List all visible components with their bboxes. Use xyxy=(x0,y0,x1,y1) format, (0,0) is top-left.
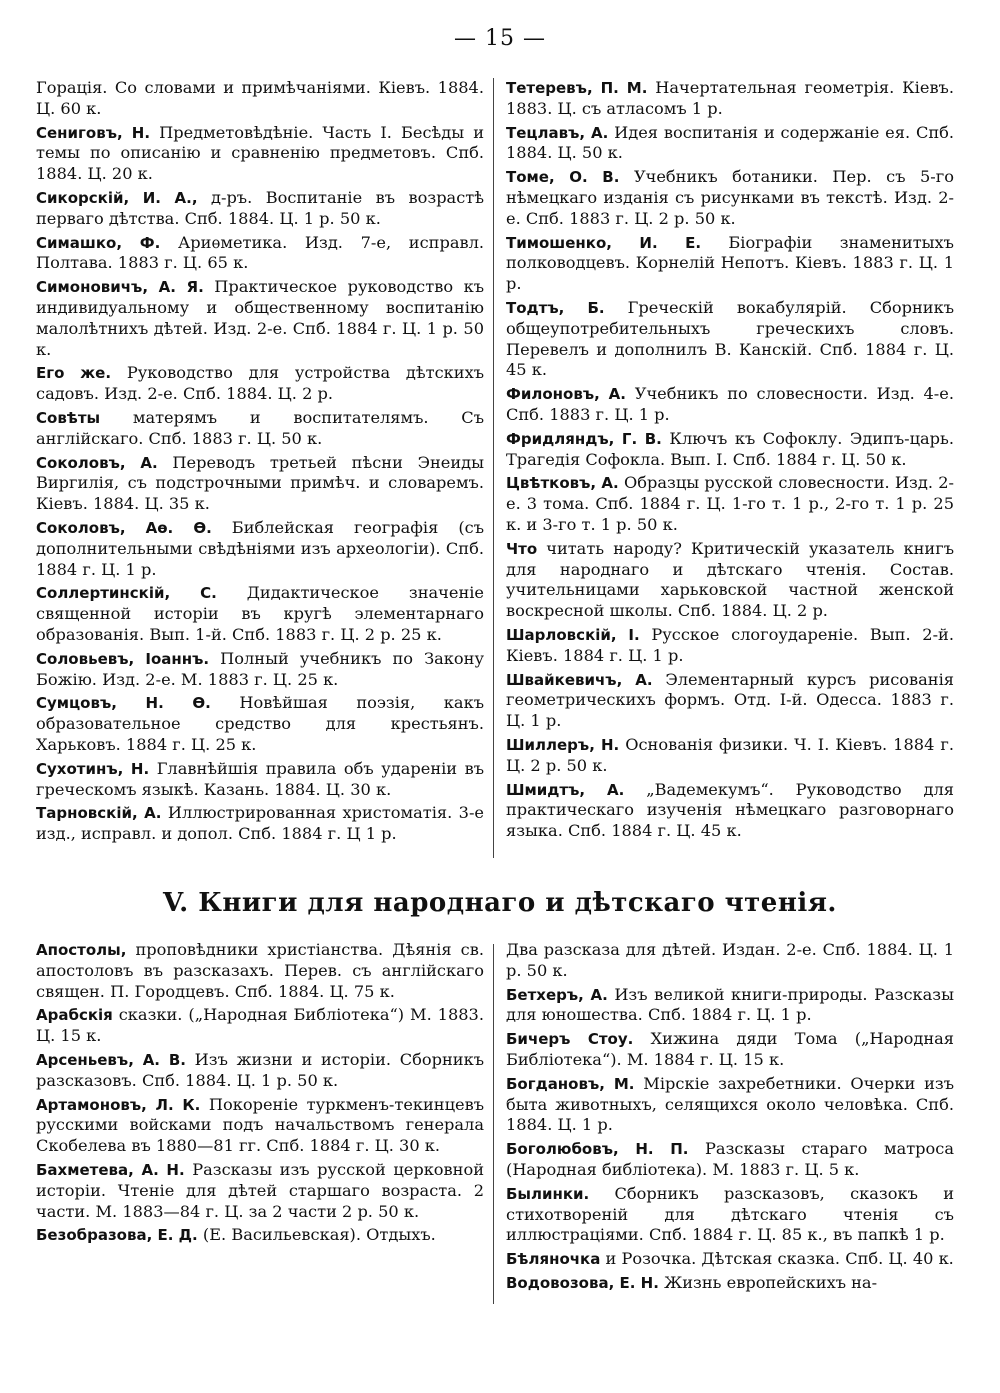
column-divider-top xyxy=(493,78,494,858)
section-title: V. Книги для народнаго и дѣтскаго чтенія. xyxy=(162,888,837,918)
bibliography-entry xyxy=(506,429,954,471)
entry-text: Ключъ къ Софоклу. Эдипъ-царь. Трагедія Софокла. Вып. I. Спб. 1884 г. Ц. 50 к. xyxy=(506,428,954,469)
entry-author: Соллертинскій, С. xyxy=(36,584,217,603)
bibliography-entry xyxy=(36,78,484,120)
entry-author: Бетхеръ, А. xyxy=(506,985,608,1004)
entry-author: Арсеньевъ, А. В. xyxy=(36,1050,186,1069)
entry-author: Филоновъ, А. xyxy=(506,385,626,404)
bibliography-entry xyxy=(36,1160,484,1222)
entry-author: Водовозова, Е. Н. xyxy=(506,1273,659,1292)
bibliography-entry xyxy=(506,780,954,842)
bibliography-entry xyxy=(36,1095,484,1157)
entry-author: Сумцовъ, Н. Ѳ. xyxy=(36,694,211,713)
entry-text: Учебникъ по словесности. Изд. 4-е. Спб. 1883 г. Ц. 1 р. xyxy=(506,384,954,424)
bibliography-entry xyxy=(506,1074,954,1136)
entry-author: Томе, О. В. xyxy=(506,168,620,187)
bibliography-entry xyxy=(506,1029,954,1071)
entry-text: Ариѳметика. Изд. 7-е, исправл. Полтава. 1883 г. Ц. 65 к. xyxy=(36,232,485,273)
entry-author: Тетеревъ, П. М. xyxy=(506,79,648,97)
entry-author: Артамоновъ, Л. К. xyxy=(36,1095,201,1114)
entry-text: Полный учебникъ по Закону Божію. Изд. 2-е. М. 1883 г. Ц. 25 к. xyxy=(36,648,484,689)
entry-text: матерямъ и воспитателямъ. Съ англійскаго. Спб. 1883 г. Ц. 50 к. xyxy=(36,407,484,448)
entry-author: Шмидтъ, А. xyxy=(506,780,625,799)
entry-text: Основанія физики. Ч. I. Кіевъ. 1884 г. Ц. 2 р. 50 к. xyxy=(506,734,954,775)
bibliography-entry xyxy=(506,735,954,777)
entry-author: Сикорскій, И. А., xyxy=(36,188,198,207)
bibliography-entry xyxy=(36,803,484,845)
bibliography-entry xyxy=(506,1273,954,1294)
entry-text: Элементарный курсъ рисованія геометрическихъ формъ. Отд. I-й. Одесса. 1883 г. Ц. 1 р. xyxy=(506,669,954,731)
entry-text: Библейская географія (съ дополнительными свѣдѣніями изъ археологіи). Спб. 1884 г. Ц. 1 р. xyxy=(36,517,484,579)
entry-text: Начертательная геометрія. Кіевъ. 1883. Ц. съ атласомъ 1 р. xyxy=(506,78,954,118)
bibliography-entry xyxy=(506,233,954,295)
entry-text: Хижина дяди Тома („Народная Библіотека“). М. 1884 г. Ц. 15 к. xyxy=(506,1029,954,1069)
entry-text: (Е. Васильевская). Отдыхъ. xyxy=(197,1225,436,1245)
entry-text: Главнѣйшія правила объ удареніи въ греческомъ языкѣ. Казань. 1884. Ц. 30 к. xyxy=(36,758,485,799)
entry-author: Безобразова, Е. Д. xyxy=(36,1226,198,1245)
entry-author: Шиллеръ, Н. xyxy=(506,735,620,754)
entry-text: и Розочка. Дѣтская сказка. Спб. Ц. 40 к. xyxy=(600,1249,954,1269)
bibliography-entry xyxy=(36,1225,484,1246)
entry-text: Переводъ третьей пѣсни Энеиды Виргилія, съ подстрочными примѣч. и словаремъ. Кіевъ. 1884. Ц. 35 к. xyxy=(36,452,484,514)
entry-author: Цвѣтковъ, А. xyxy=(506,474,619,493)
bibliography-entry xyxy=(506,123,954,165)
entry-text: Изъ жизни и исторіи. Сборникъ разсказовъ. Спб. 1884. Ц. 1 р. 50 к. xyxy=(36,1049,484,1090)
bibliography-entry xyxy=(36,453,484,515)
bibliography-entry xyxy=(36,1005,484,1047)
entry-text: Горація. Со словами и примѣчаніями. Кіевъ. 1884. Ц. 60 к. xyxy=(36,78,484,118)
entry-author: Бѣляночка xyxy=(506,1250,601,1269)
bibliography-entry xyxy=(506,1184,954,1246)
entry-author: Шарловскій, І. xyxy=(506,625,640,644)
entry-author: Арабскія xyxy=(36,1006,113,1025)
entry-author: Совѣты xyxy=(36,408,101,427)
entry-author: Швайкевичъ, А. xyxy=(506,670,653,689)
bibliography-entry xyxy=(36,233,484,275)
bibliography-entry xyxy=(36,649,484,691)
entry-text: Практическое руководство къ индивидуальному и общественному воспитанію малолѣтнихъ дѣтей. Изд. 2-е. Спб. 1884 г. Ц. 1 р. 50 к. xyxy=(36,277,484,359)
entry-text: Покореніе туркменъ-текинцевъ русскими войсками подъ начальствомъ генерала Скобелева въ 1880—81 гг. Спб. 1884 г. Ц. 30 к. xyxy=(36,1094,484,1156)
entry-text: Два разсказа для дѣтей. Издан. 2-е. Спб. 1884. Ц. 1 р. 50 к. xyxy=(506,940,954,980)
bibliography-entry xyxy=(506,539,954,622)
entry-author: Апостолы, xyxy=(36,941,127,959)
entry-text: Предметовѣдѣніе. Часть I. Бесѣды и темы по описанію и сравненію предметовъ. Спб. 1884. Ц. 20 к. xyxy=(36,122,484,184)
entry-text: Біографіи знаменитыхъ полководцевъ. Корнелій Непотъ. Кіевъ. 1883 г. Ц. 1 р. xyxy=(506,232,954,294)
entry-author: Бичеръ Стоу. xyxy=(506,1030,634,1049)
entry-text: Разсказы стараго матроса (Народная библіотека). М. 1883 г. Ц. 5 к. xyxy=(506,1139,954,1179)
entry-text: читать народу? Критическій указатель книгъ для народнаго и дѣтскаго чтенія. Состав. учительницами харьковской частной женской воскресной школы. Спб. 1884. Ц. 2 р. xyxy=(506,538,954,621)
bibliography-entry xyxy=(36,408,484,450)
bibliography-entry xyxy=(506,940,954,982)
bibliography-entry xyxy=(36,693,484,755)
bibliography-entry xyxy=(36,123,484,185)
entry-text: Образцы русской словесности. Изд. 2-е. 3 тома. Спб. 1884 г. Ц. 1-го т. 1 р., 2-го т. 1 р. 25 к. и 3-го т. 1 р. 50 к. xyxy=(506,473,954,534)
entry-text: Жизнь европейскихъ на- xyxy=(658,1272,878,1292)
entry-text: Руководство для устройства дѣтскихъ садовъ. Изд. 2-е. Спб. 1884. Ц. 2 р. xyxy=(36,363,484,404)
page-number: — 15 — xyxy=(454,26,546,51)
bibliography-entry xyxy=(506,985,954,1027)
entry-text: Изъ великой книги-природы. Разсказы для юношества. Спб. 1884 г. Ц. 1 р. xyxy=(506,984,954,1025)
entry-author: Былинки. xyxy=(506,1184,590,1203)
column-bottom-right xyxy=(506,940,954,1297)
entry-text: Дидактическое значеніе священной исторіи въ кругѣ элементарнаго образованія. Вып. 1-й. Спб. 1883 г. Ц. 2 р. 25 к. xyxy=(36,583,484,644)
entry-author: Фридляндъ, Г. В. xyxy=(506,429,662,448)
entry-author: Симоновичъ, А. Я. xyxy=(36,278,204,297)
entry-text: „Вадемекумъ“. Руководство для практическаго изученія нѣмецкаго разговорнаго языка. Спб. 1884 г. Ц. 45 к. xyxy=(506,779,954,841)
entry-text: сказки. („Народная Библіотека“) М. 1883. Ц. 15 к. xyxy=(36,1005,484,1046)
entry-author: Тецлавъ, А. xyxy=(506,123,609,142)
entry-author: Боголюбовъ, Н. П. xyxy=(506,1140,689,1159)
entry-author: Тарновскій, А. xyxy=(36,804,162,823)
bibliography-entry xyxy=(506,1139,954,1181)
bibliography-entry xyxy=(506,167,954,229)
entry-author: Соловьевъ, Іоаннъ. xyxy=(36,649,210,668)
column-top-left xyxy=(36,78,484,848)
entry-text: Разсказы изъ русской церковной исторіи. Чтеніе для дѣтей старшаго возраста. 2 части. М. 1883—84 г. Ц. за 2 части 2 р. 50 к. xyxy=(36,1159,484,1221)
bibliography-entry xyxy=(506,670,954,732)
entry-author: Что xyxy=(506,539,538,558)
entry-author: Тодтъ, Б. xyxy=(506,298,605,317)
column-bottom-left xyxy=(36,940,484,1249)
entry-author: Сухотинъ, Н. xyxy=(36,759,150,778)
entry-text: д-ръ. Воспитаніе въ возрастѣ перваго дѣтства. Спб. 1884. Ц. 1 р. 50 к. xyxy=(36,187,484,228)
bibliography-entry xyxy=(506,384,954,426)
entry-text: Мірскіе захребетники. Очерки изъ быта животныхъ, селящихся около человѣка. Спб. 1884. Ц. 1 р. xyxy=(506,1073,954,1135)
bibliography-entry xyxy=(36,940,484,1002)
bibliography-entry xyxy=(36,277,484,360)
bibliography-entry xyxy=(506,78,954,120)
bibliography-entry xyxy=(36,363,484,405)
bibliography-entry xyxy=(36,583,484,645)
entry-text: Русское слогоудареніе. Вып. 2-й. Кіевъ. 1884 г. Ц. 1 р. xyxy=(506,624,954,665)
bibliography-entry xyxy=(36,1050,484,1092)
entry-author: Его же. xyxy=(36,364,112,383)
entry-author: Симашко, Ф. xyxy=(36,233,161,252)
entry-text: Греческій вокабулярій. Сборникъ общеупотребительныхъ греческихъ словъ. Перевелъ и дополнилъ В. Канскій. Спб. 1884 г. Ц. 45 к. xyxy=(506,297,954,380)
bibliography-entry xyxy=(36,518,484,580)
entry-text: Иллюстрированная христоматія. 3-е изд., исправл. и допол. Спб. 1884 г. Ц 1 р. xyxy=(36,803,484,844)
entry-author: Сениговъ, Н. xyxy=(36,123,151,142)
entry-text: Сборникъ разсказовъ, сказокъ и стихотвореній для дѣтскаго чтенія съ иллюстраціями. Спб. 1884 г. Ц. 85 к., въ папкѣ 1 р. xyxy=(506,1183,954,1245)
entry-author: Соколовъ, А. xyxy=(36,453,158,472)
bibliography-entry xyxy=(506,298,954,381)
entry-text: Новѣйшая поэзія, какъ образовательное средство для крестьянъ. Харьковъ. 1884 г. Ц. 25 к. xyxy=(36,693,484,754)
entry-author: Бахметева, А. Н. xyxy=(36,1160,185,1179)
entry-author: Богдановъ, М. xyxy=(506,1074,635,1093)
column-divider-bottom xyxy=(493,944,494,1304)
bibliography-entry xyxy=(506,625,954,667)
column-top-right xyxy=(506,78,954,845)
bibliography-entry xyxy=(36,759,484,801)
entry-author: Тимошенко, И. Е. xyxy=(506,233,702,252)
bibliography-entry xyxy=(506,473,954,535)
bibliography-entry xyxy=(36,188,484,230)
entry-author: Соколовъ, Аѳ. Ѳ. xyxy=(36,518,212,537)
entry-text: Идея воспитанія и содержаніе ея. Спб. 1884. Ц. 50 к. xyxy=(506,122,955,163)
bibliography-entry xyxy=(506,1249,954,1270)
entry-text: проповѣдники христіанства. Дѣянія св. апостоловъ въ разсказахъ. Перев. съ англійскаго священ. П. Городцевъ. Спб. 1884. Ц. 75 к. xyxy=(36,940,484,1001)
entry-text: Учебникъ ботаники. Пер. съ 5-го нѣмецкаго изданія съ рисунками въ текстѣ. Изд. 2-е. Спб. 1883 г. Ц. 2 р. 50 к. xyxy=(506,167,954,228)
